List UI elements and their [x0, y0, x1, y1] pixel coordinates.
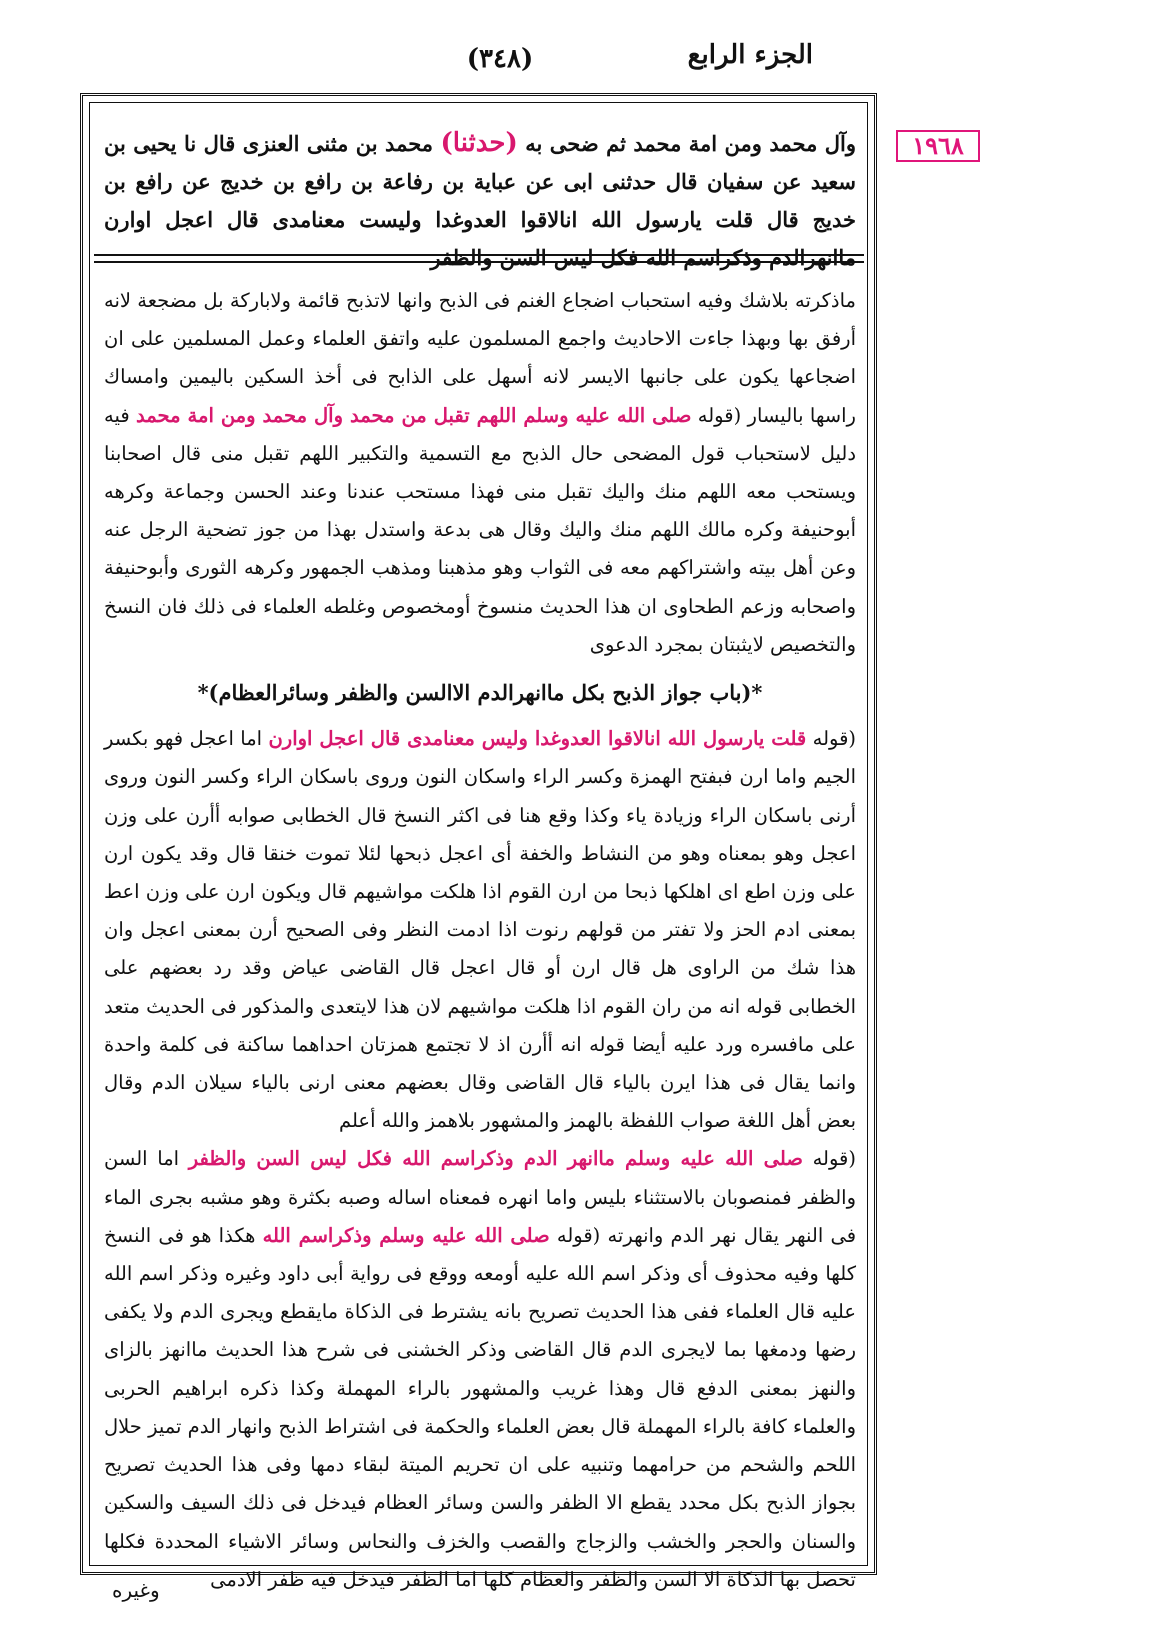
- commentary-text: (قوله: [812, 727, 857, 751]
- section-divider-top: [94, 254, 864, 256]
- commentary: [104, 282, 856, 1599]
- part-title: الجزء الرابع: [687, 40, 813, 70]
- matn-lead: وآل محمد ومن امة محمد ثم ضحى به: [525, 131, 856, 156]
- hadith-number-badge: ١٩٦٨: [896, 130, 980, 162]
- page-number: (٣٤٨): [466, 44, 534, 74]
- quoted-hadith-text: صلى الله عليه وسلم ماانهر الدم وذكراسم الله فكل ليس السن والظفر: [188, 1147, 803, 1171]
- chapter-title: *(باب جواز الذبح بكل ماانهرالدم الاالسن والظفر وسائرالعظام)*: [197, 680, 763, 706]
- commentary-paragraph-2: [104, 720, 856, 1140]
- catchword: وغيره: [112, 1578, 160, 1602]
- commentary-text: ماذكرته بلاشك وفيه استحباب اضجاع الغنم فى الذبح وانها لاتذبح قائمة ولاباركة بل مضجعة لانه أرفق بها وبهذا جاءت الاحاديث واجمع المسلمون عليه واتفق العلماء وعمل المسلمين على ان اضجاعها يكون على جانبها الايسر لانه أسهل على الذابح فى أخذ السكين باليمين وامساك راسها باليسار (قوله: [104, 289, 856, 427]
- haddathana-marker: (حدثنا): [440, 128, 518, 158]
- section-divider-bottom: [94, 261, 864, 263]
- commentary-paragraph-1: [104, 282, 856, 664]
- commentary-text: اما اعجل فهو بكسر الجيم واما ارن فبفتح الهمزة وكسر الراء واسكان النون وروى باسكان الراء وكسر النون وروى أرنى باسكان الراء وزيادة ياء وكذا وقع هنا فى اكثر النسخ قال الخطابى صوابه أأرن على وزن اعجل وهو بمعناه وهو من النشاط والخفة أى اعجل ذبحها لئلا تموت خنقا قال وقد يكون ارن على وزن اطع اى اهلكها ذبحا من ارن القوم اذا هلكت مواشيهم قال ويكون ارن على وزن اعط بمعنى ادم الحز ولا تفتر من قولهم رنوت اذا ادمت النظر وفى الصحيح أرن بمعنى اعجل وان هذا شك من الراوى هل قال ارن أو قال اعجل قال القاضى عياض وقد رد بعضهم على الخطابى قوله انه من ران القوم اذا هلكت مواشيهم لان هذا لايتعدى والمذكور فى الحديث متعد على مافسره ورد عليه أيضا قوله انه أأرن اذ لا تجتمع همزتان احداهما ساكنة فى كلمة واحدة وانما يقال فى هذا ايرن بالياء قال القاضى وقال بعضهم معنى ارنى بالياء سيلان الدم وقال بعض أهل اللغة صواب اللفظة بالهمز والمشهور بلاهمز والله أعلم: [104, 727, 856, 1133]
- commentary-text: هكذا هو فى النسخ كلها وفيه محذوف أى وذكر اسم الله عليه أومعه ووقع فى رواية أبى داود وغيره وذكر اسم الله عليه قال العلماء ففى هذا الحديث تصريح بانه يشترط فى الذكاة مايقطع ويجرى الدم ولا يكفى رضها ودمغها بما لايجرى الدم قال القاضى وذكر الخشنى فى شرح هذا الحديث ماانهز بالزاى والنهز بمعنى الدفع قال وهذا غريب والمشهور بالراء المهملة وكذا ذكره ابراهيم الحربى والعلماء كافة بالراء المهملة قال بعض العلماء والحكمة فى اشتراط الذبح وانهار الدم تميز حلال اللحم والشحم من حرامهما وتنبيه على ان تحريم الميتة لبقاء دمها وفى هذا الحديث تصريح بجواز الذبح بكل محدد يقطع الا الظفر والسن وسائر العظام فيدخل فى ذلك السيف والسكين والسنان والحجر والخشب والزجاج والقصب والخزف والنحاس وسائر الاشياء المحددة فكلها تحصل بها الذكاة الا السن والظفر والعظام كلها اما الظفر فيدخل فيه ظفر الادمى: [104, 1223, 856, 1591]
- commentary-text: (قوله: [812, 1147, 856, 1171]
- commentary-text: فيه دليل لاستحباب قول المضحى حال الذبح مع التسمية والتكبير اللهم تقبل منى قال اصحابنا ويستحب معه اللهم منك واليك تقبل منى فهذا مستحب عندنا وعند الحسن وجماعة وكرهه أبوحنيفة وكره مالك اللهم منك واليك وقال هى بدعة واستدل بهذا من جوز تضحية الرجل عنه وعن أهل بيته واشتراكهم معه فى الثواب وهو مذهبنا ومذهب الجمهور وكرهه الثورى وأبوحنيفة واصحابه وزعم الطحاوى ان هذا الحديث منسوخ أومخصوص وغلطه العلماء فى ذلك فان النسخ والتخصيص لايثبتان بمجرد الدعوى: [104, 403, 856, 656]
- commentary-paragraph-3: [104, 1140, 856, 1598]
- quoted-hadith-text: صلى الله عليه وسلم وذكراسم الله: [262, 1223, 550, 1247]
- quoted-hadith-text: قلت يارسول الله انالاقوا العدوغدا وليس معنامدى قال اعجل اوارن: [268, 727, 807, 751]
- quoted-hadith-text: صلى الله عليه وسلم اللهم تقبل من محمد وآل محمد ومن امة محمد: [136, 403, 692, 427]
- commentary-text: اما السن والظفر فمنصوبان بالاستثناء بليس واما انهره فمعناه اساله وصبه بكثرة وهو مشبه بجرى الماء فى النهر يقال نهر الدم وانهرته (قوله: [104, 1147, 857, 1247]
- matn-body: محمد بن مثنى العنزى قال نا يحيى بن سعيد عن سفيان قال حدثنى ابى عن عباية بن رفاعة بن رافع بن خديج عن رافع بن خديج قال قلت يارسول الله انالاقوا العدوغدا وليست معنامدى قال اعجل اوارن ماانهرالدم وذكراسم الله فكل ليس السن والظفر: [104, 131, 856, 270]
